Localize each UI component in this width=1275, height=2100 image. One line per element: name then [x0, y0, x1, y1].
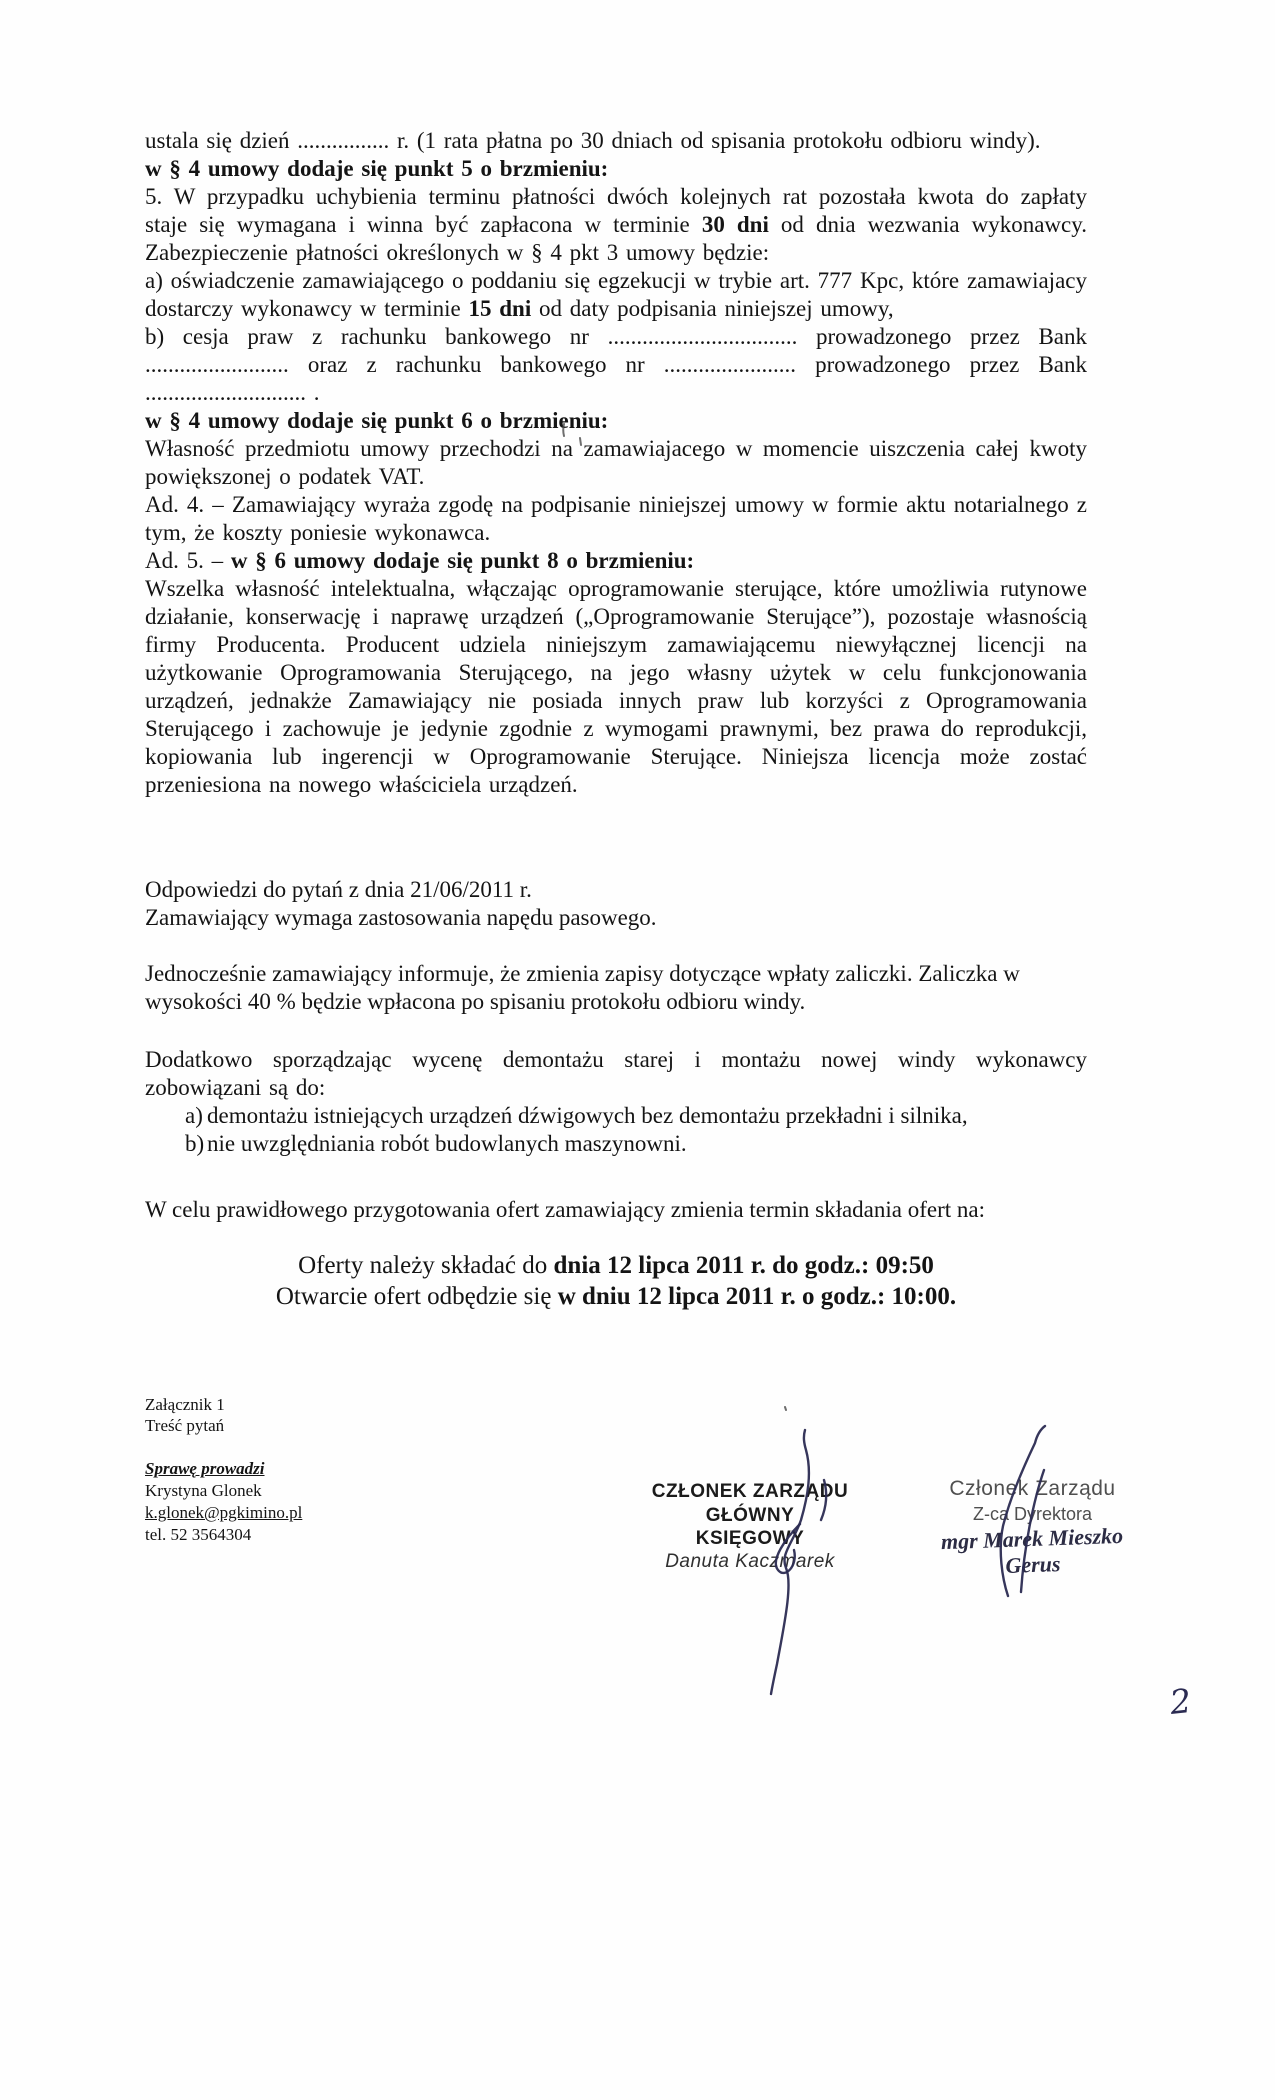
case-lead-phone: tel. 52 3564304 [145, 1525, 252, 1544]
paragraph-pkt5: 5. W przypadku uchybienia terminu płatności dwóch kolejnych rat pozostała kwota do zapłaty staje się wymagana i winna być zapłacona w terminie 30 dni od dnia wezwania wykonawcy. Zabezpieczenie płatności określonych w § 4 pkt 3 umowy będzie: [145, 184, 1087, 265]
stamp1-signature-name: Danuta Kaczmarek [665, 1550, 835, 1572]
stamp2-signature-name: mgr Marek Mieszko Gerus [940, 1522, 1124, 1578]
requirements-list [145, 1102, 1087, 1158]
heading-par4-pkt6: w § 4 umowy dodaje się punkt 6 o brzmieniu: [145, 408, 609, 433]
stamp1-title-line1: CZŁONEK ZARZĄDU [651, 1481, 849, 1502]
deadline-change-block [145, 1196, 1087, 1224]
list-item-b-text: nie uwzględniania robót budowlanych maszynowni. [207, 1131, 687, 1156]
attachment-block [145, 1394, 1087, 1436]
handwritten-page-number: 2 [1168, 1681, 1193, 1722]
stamp-board-member-chief-accountant [650, 1480, 850, 1573]
list-item-b [145, 1130, 1087, 1158]
heading-ad5-par6-pkt8: Ad. 5. – w § 6 umowy dodaje się punkt 8 o brzmieniu: [145, 548, 695, 573]
paragraph-ad4: Ad. 4. – Zamawiający wyraża zgodę na podpisanie niniejszej umowy w formie aktu notarialnego z tym, że koszty poniesie wykonawca. [145, 492, 1087, 545]
answers-date-line: Odpowiedzi do pytań z dnia 21/06/2011 r. [145, 877, 532, 902]
belt-drive-requirement-line: Zamawiający wymaga zastosowania napędu pasowego. [145, 905, 657, 930]
paragraph-item-b: b) cesja praw z rachunku bankowego nr ................................. prowadzonego przez Bank ......................... oraz z rachunku bankowego nr ....................... prowadzonego przez Bank ............................ . [145, 324, 1087, 405]
case-lead-email: k.glonek@pgkimino.pl [145, 1503, 303, 1522]
stamp-board-member-deputy-director [915, 1476, 1150, 1578]
offer-deadline-block [145, 1250, 1087, 1312]
advance-payment-note: Jednocześnie zamawiający informuje, że zmienia zapisy dotyczące wpłaty zaliczki. Zaliczka w wysokości 40 % będzie wpłacona po spisaniu protokołu odbioru windy. [145, 961, 1020, 1014]
advance-payment-block [145, 960, 1087, 1016]
list-item-a [145, 1102, 1087, 1130]
offers-submission-deadline-line: Oferty należy składać do dnia 12 lipca 2011 r. do godz.: 09:50 [298, 1252, 934, 1279]
list-marker-b: b) [185, 1131, 205, 1156]
additional-requirements-intro: Dodatkowo sporządzając wycenę demontażu starej i montażu nowej windy wykonawcy zobowiązani są do: [145, 1047, 1087, 1100]
document-body [145, 127, 1087, 799]
offers-opening-line: Otwarcie ofert odbędzie się w dniu 12 lipca 2011 r. o godz.: 10:00. [275, 1283, 957, 1310]
list-item-a-text: demontażu istniejących urządzeń dźwigowych bez demontażu przekładni i silnika, [207, 1103, 968, 1128]
stamp2-title-line1: Członek Zarządu [949, 1477, 1116, 1500]
case-lead-name: Krystyna Glonek [145, 1481, 262, 1500]
attachment-content-label: Treść pytań [145, 1416, 225, 1435]
additional-requirements-block [145, 1046, 1087, 1158]
paragraph-item-a: a) oświadczenie zamawiającego o poddaniu się egzekucji w trybie art. 777 Kpc, które zamawiajacy dostarczy wykonawcy w terminie 15 dni od daty podpisania niniejszej umowy, [145, 268, 1087, 321]
heading-par4-pkt5: w § 4 umowy dodaje się punkt 5 o brzmieniu: [145, 156, 609, 181]
stamp1-title-line2: GŁÓWNY KSIĘGOWY [695, 1504, 805, 1549]
case-lead-label: Sprawę prowadzi [145, 1459, 265, 1478]
paragraph-license: Wszelka własność intelektualna, włączając oprogramowanie sterujące, które umożliwia rutynowe działanie, konserwację i naprawę urządzeń („Oprogramowanie Sterujące”), pozostaje własnością firmy Producenta. Producent udziela niniejszym zamawiającemu niewyłącznej licencji na użytkowanie Oprogramowania Sterującego, na jego własny użytek w celu funkcjonowania urządzeń, jednakże Zamawiający nie posiada innych praw lub korzyści z Oprogramowania Sterującego i zachowuje je jedynie zgodnie z wymogami prawnymi, bez prawa do reprodukcji, kopiowania lub ingerencji w Oprogramowanie Sterujące. Niniejsza licencja może zostać przeniesiona na nowego właściciela urządzeń. [145, 576, 1087, 797]
paragraph-intro: ustala się dzień ................ r. (1 rata płatna po 30 dniach od spisania protokołu odbioru windy). [145, 128, 1041, 153]
attachment-label: Załącznik 1 [145, 1395, 225, 1414]
list-marker-a: a) [185, 1103, 203, 1128]
deadline-change-note: W celu prawidłowego przygotowania ofert zamawiający zmienia termin składania ofert na: [145, 1197, 986, 1222]
paragraph-pkt6: Własność przedmiotu umowy przechodzi na zamawiajacego w momencie uiszczenia całej kwoty powiększonej o podatek VAT. [145, 436, 1087, 489]
answers-block [145, 876, 1087, 932]
stamp2-title-line2: Z-ca Dyrektora [972, 1504, 1093, 1524]
